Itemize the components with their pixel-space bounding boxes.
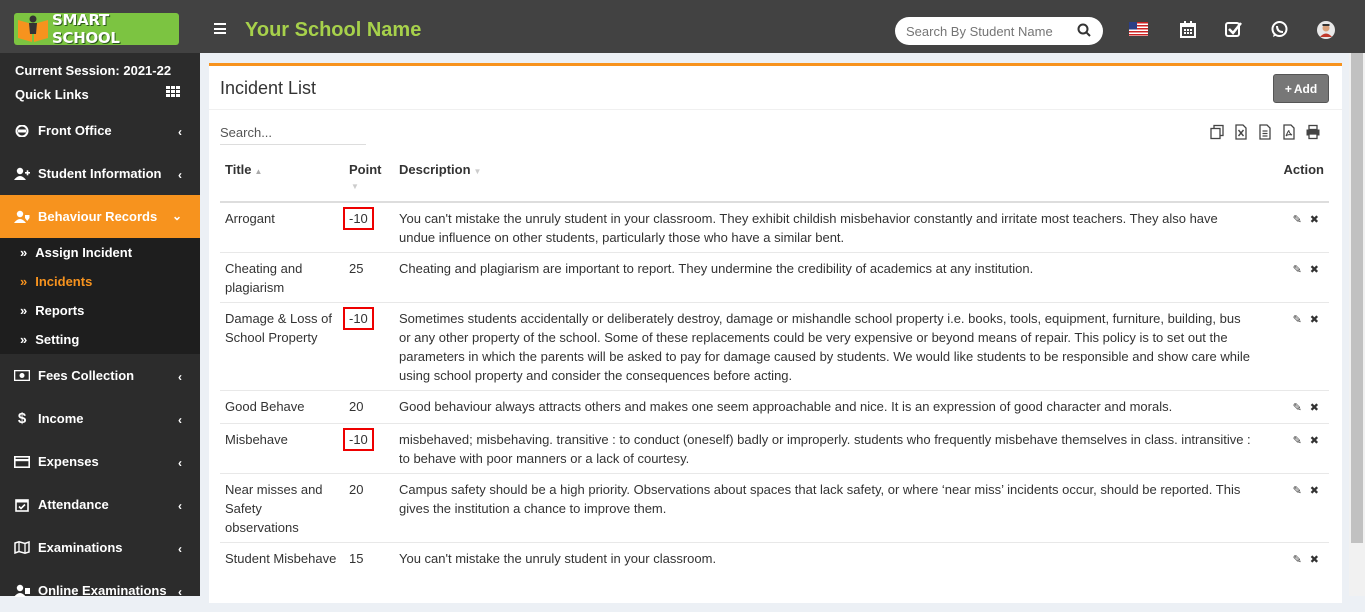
row-actions [1259,391,1329,424]
delete-x-icon[interactable]: ✖ [1309,554,1319,566]
row-actions [1259,424,1329,474]
incident-description: You can't mistake the unruly student in your classroom. [394,543,1259,576]
table-row [220,253,1329,303]
column-header-title[interactable] [220,154,344,202]
sidebar-toggle-icon[interactable] [214,23,226,34]
search-icon[interactable] [1077,23,1091,40]
sidebar-item-label: Attendance [38,497,109,512]
sort-asc-icon: ▲ [254,167,263,176]
incident-title: Near misses and Safety observations [220,474,344,543]
chevron-left-icon: ‹ [178,125,182,139]
incident-title: Damage & Loss of School Property [220,303,344,391]
excel-icon[interactable] [1233,124,1249,140]
delete-x-icon[interactable]: ✖ [1309,485,1319,497]
divider [209,109,1342,110]
chevron-left-icon: ‹ [178,168,182,182]
edit-pencil-icon[interactable]: ✎ [1292,435,1302,447]
row-actions [1259,474,1329,543]
row-actions [1259,253,1329,303]
chevron-left-icon: ‹ [178,585,182,599]
incident-title: Arrogant [220,202,344,253]
card-icon [14,456,30,468]
school-name: Your School Name [245,19,422,41]
student-search-box [895,17,1103,45]
top-navbar [0,0,1365,53]
calendar-icon[interactable] [1180,21,1198,39]
user-exam-icon [14,584,30,597]
book-logo-icon [16,14,50,44]
sidebar-item-label: Behaviour Records [38,209,158,224]
column-label: Title [225,162,252,177]
us-flag-icon[interactable] [1129,22,1147,40]
column-header-description[interactable] [394,154,1259,202]
scrollbar-thumb[interactable] [1351,53,1363,543]
money-icon [14,370,30,381]
submenu-label: Assign Incident [35,245,133,260]
incident-point: -10 [345,209,372,228]
incident-list-panel [209,63,1342,603]
sidebar-item-expenses[interactable] [0,440,200,483]
double-chevron-right-icon: » [20,245,28,260]
pdf-icon[interactable] [1281,124,1297,140]
double-chevron-right-icon: » [20,274,28,289]
user-shield-icon [14,210,30,223]
submenu-incidents[interactable] [20,274,92,289]
incident-description: Good behaviour always attracts others and makes one seem approachable and nice. It is an expression of good character and morals. [394,391,1259,424]
behaviour-submenu [0,238,200,354]
sidebar-item-label: Fees Collection [38,368,135,383]
add-button-label: Add [1293,81,1318,96]
incident-title: Misbehave [220,424,344,474]
incident-description: You can't mistake the unruly student in your classroom. They exhibit childish misbehavior constantly and irritate most teachers. They also have undue influence on other students, particularly those who have a similar bent. [394,202,1259,253]
incident-title: Cheating and plagiarism [220,253,344,303]
quick-links-label[interactable]: Quick Links [15,87,89,102]
chevron-left-icon: ‹ [178,456,182,470]
incident-point-cell [344,253,394,303]
chevron-left-icon: ‹ [178,542,182,556]
sidebar-item-fees-collection[interactable] [0,354,200,397]
delete-x-icon[interactable]: ✖ [1309,264,1319,276]
incident-point: -10 [345,309,372,328]
current-session: Current Session: 2021-22 [15,63,172,78]
double-chevron-right-icon: » [20,332,28,347]
chevron-left-icon: ‹ [178,370,182,384]
double-chevron-right-icon: » [20,303,28,318]
incident-title: Student Misbehave [220,543,344,576]
csv-icon[interactable] [1257,124,1273,140]
edit-pencil-icon[interactable]: ✎ [1292,402,1302,414]
incident-point: 15 [349,551,364,566]
sidebar-item-behaviour-records[interactable] [0,195,200,238]
chevron-left-icon: ‹ [178,413,182,427]
row-actions [1259,303,1329,391]
student-search-input[interactable] [906,24,1056,39]
sidebar-item-front-office[interactable] [0,109,200,152]
sidebar-item-label: Income [38,411,84,426]
column-label: Description [399,162,471,177]
app-logo[interactable] [14,13,179,45]
table-row [220,303,1329,391]
incident-point: 20 [349,399,364,414]
map-icon [14,541,30,554]
task-check-icon[interactable] [1225,21,1243,39]
incident-point-cell [344,391,394,424]
user-add-icon [14,167,30,180]
table-row [220,391,1329,424]
page-scrollbar[interactable] [1349,53,1365,596]
sidebar-item-online-examinations[interactable] [0,569,200,612]
page-title: Incident List [220,78,317,98]
sidebar-item-student-information[interactable] [0,152,200,195]
submenu-setting[interactable] [20,332,79,347]
sidebar-item-label: Front Office [38,123,112,138]
sidebar [0,53,200,599]
sidebar-item-attendance[interactable] [0,483,200,526]
incident-description: Sometimes students accidentally or deliberately destroy, damage or mishandle school property i.e. books, tools, equipment, furniture, building, bus or any other property of the school. Some of these replacements could be very expensive or beyond means of repair. This policy is to set out the parameters in which the parents will be asked to pay for damage caused by students. We would like students to be responsible and show care while using school property and consider the consequences before acting. [394,303,1259,391]
edit-pencil-icon[interactable]: ✎ [1292,554,1302,566]
calendar-check-icon [14,498,30,512]
submenu-assign-incident[interactable] [20,245,132,260]
sidebar-item-label: Online Examinations [38,583,167,598]
incident-description: misbehaved; misbehaving. transitive : to conduct (oneself) badly or improperly. students who frequently misbehave themselves in class. intransitive : to behave with poor manners or a lack of courtesy. [394,424,1259,474]
chevron-down-icon: ⌄ [171,209,182,223]
add-button[interactable] [1273,74,1329,103]
delete-x-icon[interactable]: ✖ [1309,402,1319,414]
delete-x-icon[interactable]: ✖ [1309,214,1319,226]
incident-point: 25 [349,261,364,276]
incident-point: 20 [349,482,364,497]
submenu-reports[interactable] [20,303,84,318]
submenu-label: Incidents [35,274,93,289]
export-toolbar [1209,124,1321,140]
table-row [220,202,1329,253]
ticket-icon [14,125,30,137]
table-row [220,424,1329,474]
incident-title: Good Behave [220,391,344,424]
incident-table [220,154,1329,575]
whatsapp-icon[interactable] [1271,21,1289,39]
print-icon[interactable] [1305,124,1321,140]
column-label: Point [349,162,382,177]
edit-pencil-icon[interactable]: ✎ [1292,214,1302,226]
sidebar-item-label: Examinations [38,540,123,555]
edit-pencil-icon[interactable]: ✎ [1292,264,1302,276]
grid-icon[interactable] [166,85,180,96]
sidebar-item-label: Expenses [38,454,99,469]
incident-point-cell [344,474,394,543]
column-header-action [1259,154,1329,202]
incident-point-cell [344,424,394,474]
sidebar-item-label: Student Information [38,166,162,181]
delete-x-icon[interactable]: ✖ [1309,314,1319,326]
sort-icon: ▼ [351,182,359,191]
logo-text: SMART SCHOOL [52,11,120,47]
edit-pencil-icon[interactable]: ✎ [1292,485,1302,497]
incident-point: -10 [345,430,372,449]
sidebar-item-examinations[interactable] [0,526,200,569]
table-search-input[interactable]: Search... [220,125,366,145]
column-label: Action [1283,162,1324,177]
table-row [220,543,1329,576]
user-avatar[interactable] [1317,21,1335,39]
column-header-point[interactable] [344,154,394,202]
submenu-label: Reports [35,303,85,318]
edit-pencil-icon[interactable]: ✎ [1292,314,1302,326]
table-row [220,474,1329,543]
incident-description: Cheating and plagiarism are important to report. They undermine the credibility of academics at any institution. [394,253,1259,303]
dollar-icon: $ [17,410,27,427]
incident-point-cell [344,303,394,391]
incident-point-cell [344,543,394,576]
delete-x-icon[interactable]: ✖ [1309,435,1319,447]
incident-point-cell [344,202,394,253]
row-actions [1259,543,1329,576]
sidebar-item-income[interactable] [0,397,200,440]
sort-icon: ▼ [473,167,482,176]
chevron-left-icon: ‹ [178,499,182,513]
table-header-row [220,154,1329,202]
copy-icon[interactable] [1209,124,1225,140]
plus-icon: + [1284,81,1292,96]
incident-description: Campus safety should be a high priority. Observations about spaces that lack safety, or where ‘near miss’ incidents occur, should be reported. This gives the institution a chance to improve them. [394,474,1259,543]
submenu-label: Setting [35,332,80,347]
row-actions [1259,202,1329,253]
